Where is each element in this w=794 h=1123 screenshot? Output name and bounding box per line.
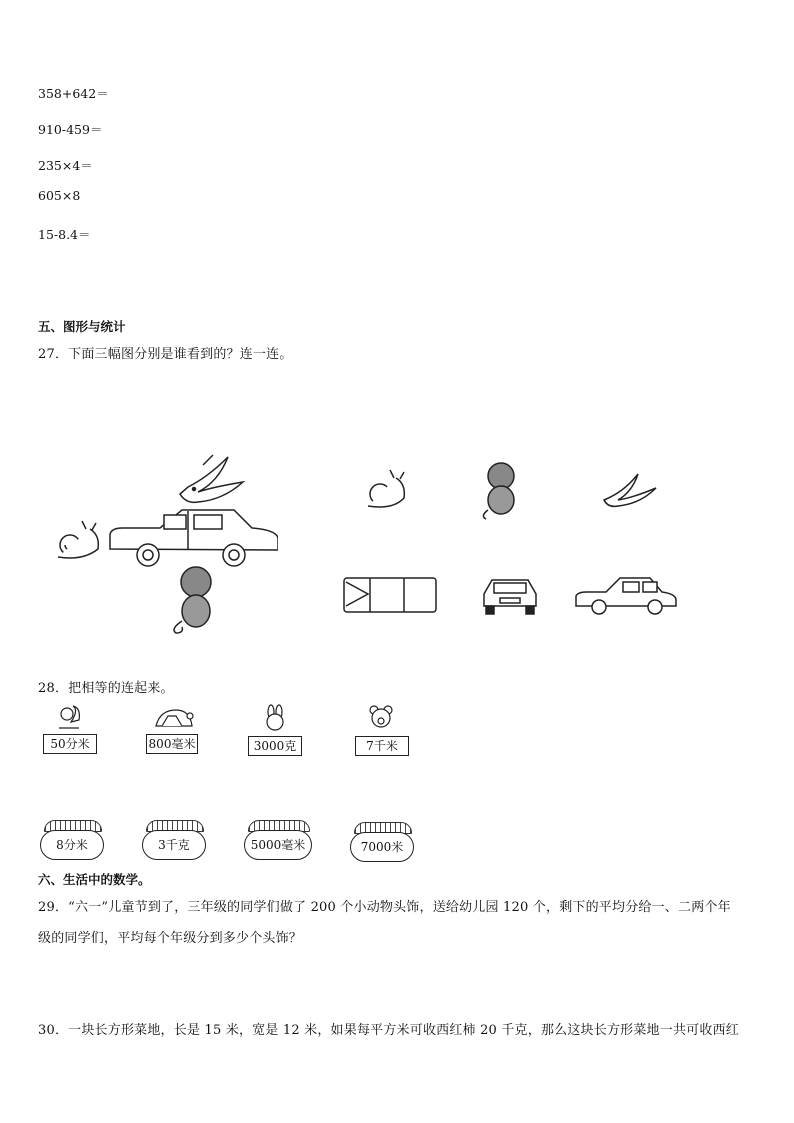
question-28: 28．把相等的连起来。 <box>38 681 174 696</box>
jar-label: 8分米 <box>40 830 104 860</box>
squirrel-icon <box>55 704 83 730</box>
question-29-line-2: 级的同学们，平均每个年级分到多少个头饰？ <box>38 931 303 946</box>
calc-item-2: 910-459＝ <box>38 122 103 137</box>
scene-illustration <box>48 445 278 635</box>
sign-50dm[interactable]: 50分米 <box>43 734 97 754</box>
turtle-icon <box>152 706 194 730</box>
jar-label: 5000毫米 <box>244 830 312 860</box>
jar-8dm[interactable] <box>40 820 104 860</box>
monkey-icon <box>174 567 211 633</box>
sign-3000g[interactable]: 3000克 <box>248 736 302 756</box>
car-side-icon[interactable] <box>573 574 679 616</box>
jar-3kg[interactable] <box>142 820 206 860</box>
calc-item-1: 358+642＝ <box>38 86 109 101</box>
car-side-icon <box>110 510 278 566</box>
calc-item-5: 15-8.4＝ <box>38 227 91 242</box>
snail-icon <box>58 521 98 558</box>
calc-item-4: 605×8 <box>38 188 81 203</box>
bird-icon <box>180 455 243 502</box>
jar-5000mm[interactable] <box>244 820 312 860</box>
jar-label: 7000米 <box>350 832 414 862</box>
bird-icon[interactable] <box>598 470 660 510</box>
sign-800mm[interactable]: 800毫米 <box>146 734 198 754</box>
calc-item-3: 235×4＝ <box>38 158 93 173</box>
question-27: 27．下面三幅图分别是谁看到的？连一连。 <box>38 347 293 362</box>
snail-icon[interactable] <box>360 466 410 514</box>
monkey-icon[interactable] <box>478 460 524 520</box>
sign-7km[interactable]: 7千米 <box>355 736 409 756</box>
question-30-line-1: 30．一块长方形菜地，长是 15 米，宽是 12 米，如果每平方米可收西红柿 20 千克，那么这块长方形菜地一共可收西红 <box>38 1023 739 1038</box>
section-title-6: 六、生活中的数学。 <box>38 872 151 887</box>
jar-7000m[interactable] <box>350 822 414 862</box>
car-top-icon[interactable] <box>340 574 440 616</box>
car-front-icon[interactable] <box>480 574 540 618</box>
question-29-line-1: 29．“六一”儿童节到了，三年级的同学们做了 200 个小动物头饰，送给幼儿园 120 个，剩下的平均分给一、二两个年 <box>38 900 731 915</box>
jar-label: 3千克 <box>142 830 206 860</box>
bear-icon <box>368 704 394 732</box>
rabbit-icon <box>262 704 288 732</box>
section-title-5: 五、图形与统计 <box>38 319 126 334</box>
